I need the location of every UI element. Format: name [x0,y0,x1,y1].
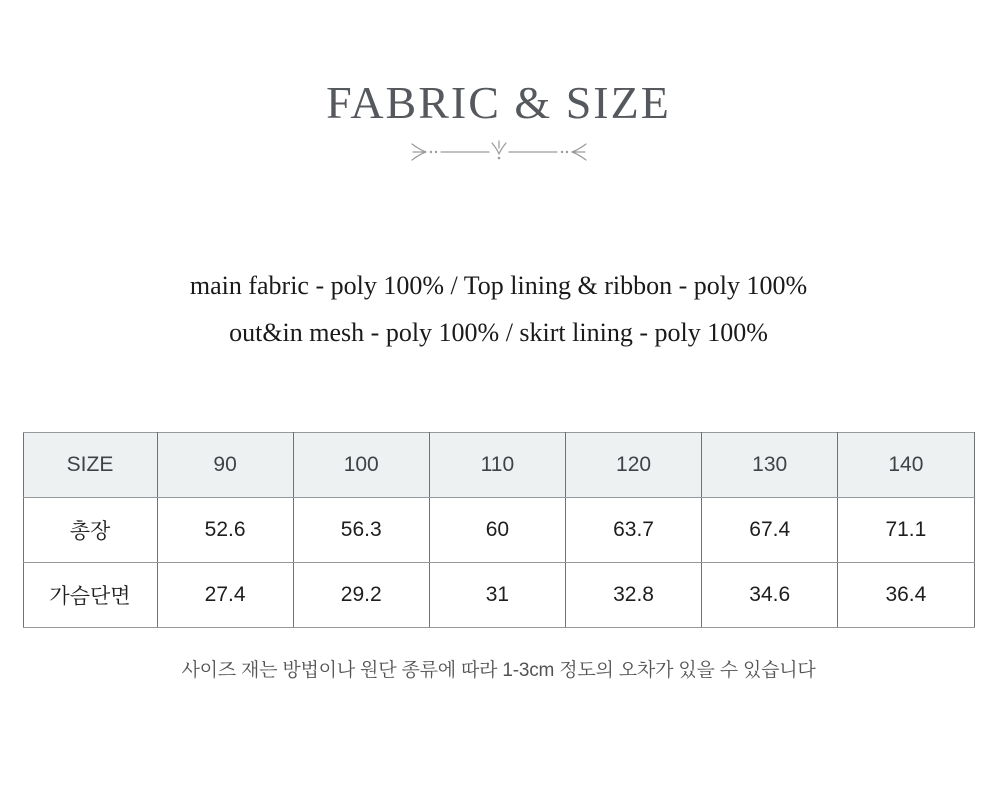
table-cell: 67.4 [702,498,838,563]
table-cell: 34.6 [702,563,838,628]
table-header-cell-size: SIZE [23,433,157,498]
table-cell: 63.7 [565,498,701,563]
table-cell: 31 [429,563,565,628]
table-header-cell-130: 130 [702,433,838,498]
table-cell: 32.8 [565,563,701,628]
table-cell: 36.4 [838,563,974,628]
table-row-chest-width [23,563,974,628]
fabric-info [190,262,807,356]
size-table [23,432,975,628]
table-cell: 71.1 [838,498,974,563]
fabric-line-2: out&in mesh - poly 100% / skirt lining - poly 100% [229,318,768,347]
table-cell: 60 [429,498,565,563]
table-header-cell-110: 110 [429,433,565,498]
table-cell: 56.3 [293,498,429,563]
size-tolerance-note: 사이즈 재는 방법이나 원단 종류에 따라 1-3cm 정도의 오차가 있을 수 있습니다 [181,660,816,681]
table-header-cell-140: 140 [838,433,974,498]
table-cell: 52.6 [157,498,293,563]
table-header-row [23,433,974,498]
fabric-line-1: main fabric - poly 100% / Top lining & ribbon - poly 100% [189,271,808,300]
size-table-container [23,432,975,628]
table-header-cell-100: 100 [293,433,429,498]
row-label-cell: 가슴단면 [23,563,157,628]
section-title: FABRIC & SIZE [326,77,671,128]
row-label-cell: 총장 [23,498,157,563]
table-cell: 29.2 [293,563,429,628]
divider-ornament-icon [409,139,589,170]
table-cell: 27.4 [157,563,293,628]
table-header-cell-120: 120 [565,433,701,498]
table-row-total-length [23,498,974,563]
table-header-cell-90: 90 [157,433,293,498]
